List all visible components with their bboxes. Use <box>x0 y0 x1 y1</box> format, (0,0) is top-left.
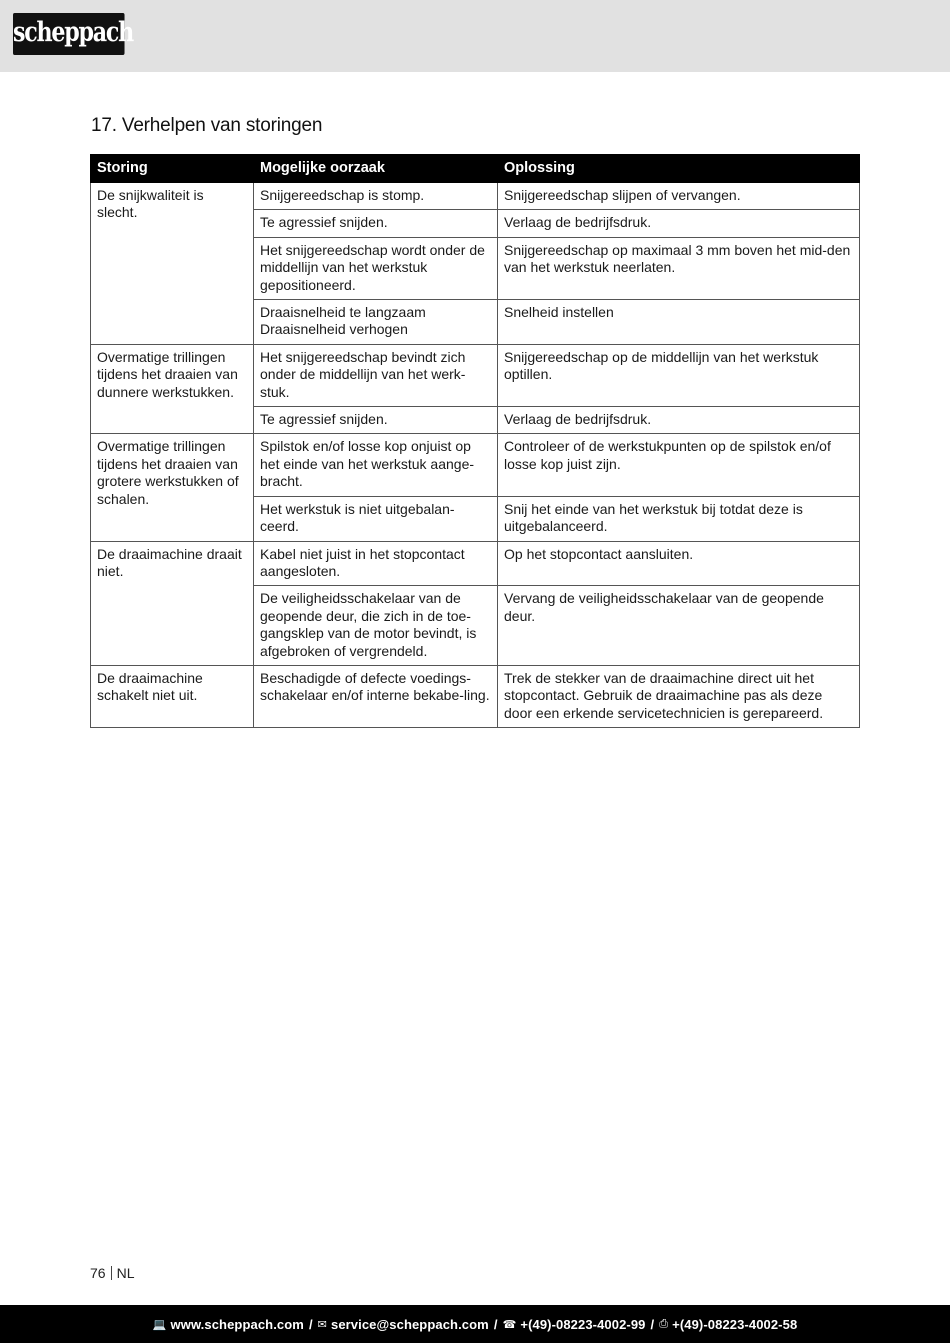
fault-cell: De draaimachine draait niet. <box>91 541 254 665</box>
cause-cell: Kabel niet juist in het stopcontact aangesloten. <box>254 541 498 586</box>
cause-cell: Spilstok en/of losse kop onjuist op het einde van het werkstuk aange-bracht. <box>254 434 498 496</box>
cause-cell: Draaisnelheid te langzaam Draaisnelheid verhogen <box>254 300 498 345</box>
page-language: NL <box>116 1265 135 1281</box>
footer-separator: / <box>650 1316 655 1332</box>
divider <box>111 1266 112 1280</box>
header-solution: Oplossing <box>498 155 860 183</box>
fault-cell: Overmatige trillingen tijdens het draaien van dunnere werkstukken. <box>91 344 254 434</box>
cause-cell: Te agressief snijden. <box>254 407 498 434</box>
cause-cell: Het snijgereedschap wordt onder de middellijn van het werkstuk gepositioneerd. <box>254 237 498 299</box>
footer-website[interactable]: www.scheppach.com <box>170 1316 304 1332</box>
footer-email[interactable]: service@scheppach.com <box>330 1316 489 1332</box>
cause-cell: Het snijgereedschap bevindt zich onder de middellijn van het werk-stuk. <box>254 344 498 406</box>
solution-cell: Snelheid instellen <box>498 300 860 345</box>
solution-cell: Snijgereedschap slijpen of vervangen. <box>498 183 860 210</box>
fax-icon: ⎙ <box>659 1317 669 1330</box>
footer-contact-bar <box>0 1305 950 1343</box>
troubleshooting-table <box>90 154 860 728</box>
section-title: 17. Verhelpen van storingen <box>91 115 323 136</box>
header-fault: Storing <box>91 155 254 183</box>
fault-cell: Overmatige trillingen tijdens het draaien van grotere werkstukken of schalen. <box>91 434 254 541</box>
footer-separator: / <box>493 1316 498 1332</box>
phone-icon: ☎ <box>502 1318 517 1331</box>
solution-cell: Snij het einde van het werkstuk bij totdat deze is uitgebalanceerd. <box>498 496 860 541</box>
table-row <box>91 541 860 586</box>
footer-fax: +(49)-08223-4002-58 <box>672 1316 798 1332</box>
cause-cell: Het werkstuk is niet uitgebalan-ceerd. <box>254 496 498 541</box>
fault-cell: De draaimachine schakelt niet uit. <box>91 665 254 727</box>
page-number-value: 76 <box>90 1265 106 1281</box>
solution-cell: Snijgereedschap op maximaal 3 mm boven het mid-den van het werkstuk neerlaten. <box>498 237 860 299</box>
mail-icon: ✉ <box>317 1318 327 1331</box>
solution-cell: Verlaag de bedrijfsdruk. <box>498 407 860 434</box>
table-header-row <box>91 155 860 183</box>
solution-cell: Controleer of de werkstukpunten op de spilstok en/of losse kop juist zijn. <box>498 434 860 496</box>
solution-cell: Snijgereedschap op de middellijn van het werkstuk optillen. <box>498 344 860 406</box>
table-row <box>91 183 860 210</box>
solution-cell: Vervang de veiligheidsschakelaar van de geopende deur. <box>498 586 860 666</box>
scheppach-logo: scheppach <box>13 13 125 55</box>
solution-cell: Op het stopcontact aansluiten. <box>498 541 860 586</box>
solution-cell: Trek de stekker van de draaimachine direct uit het stopcontact. Gebruik de draaimachine pas als deze door een erkende servicetechnicien is gerepareerd. <box>498 665 860 727</box>
footer-separator: / <box>308 1316 313 1332</box>
header-band <box>0 0 950 72</box>
cause-cell: Te agressief snijden. <box>254 210 498 237</box>
table-row <box>91 665 860 727</box>
computer-icon: 💻 <box>152 1318 167 1331</box>
cause-cell: Beschadigde of defecte voedings-schakelaar en/of interne bekabe-ling. <box>254 665 498 727</box>
cause-cell: De veiligheidsschakelaar van de geopende deur, die zich in de toe-gangsklep van de motor bevindt, is afgebroken of vergrendeld. <box>254 586 498 666</box>
solution-cell: Verlaag de bedrijfsdruk. <box>498 210 860 237</box>
footer-phone: +(49)-08223-4002-99 <box>520 1316 646 1332</box>
table-row <box>91 434 860 496</box>
header-cause: Mogelijke oorzaak <box>254 155 498 183</box>
fault-cell: De snijkwaliteit is slecht. <box>91 183 254 345</box>
cause-cell: Snijgereedschap is stomp. <box>254 183 498 210</box>
table-row <box>91 344 860 406</box>
page-number <box>90 1265 134 1281</box>
